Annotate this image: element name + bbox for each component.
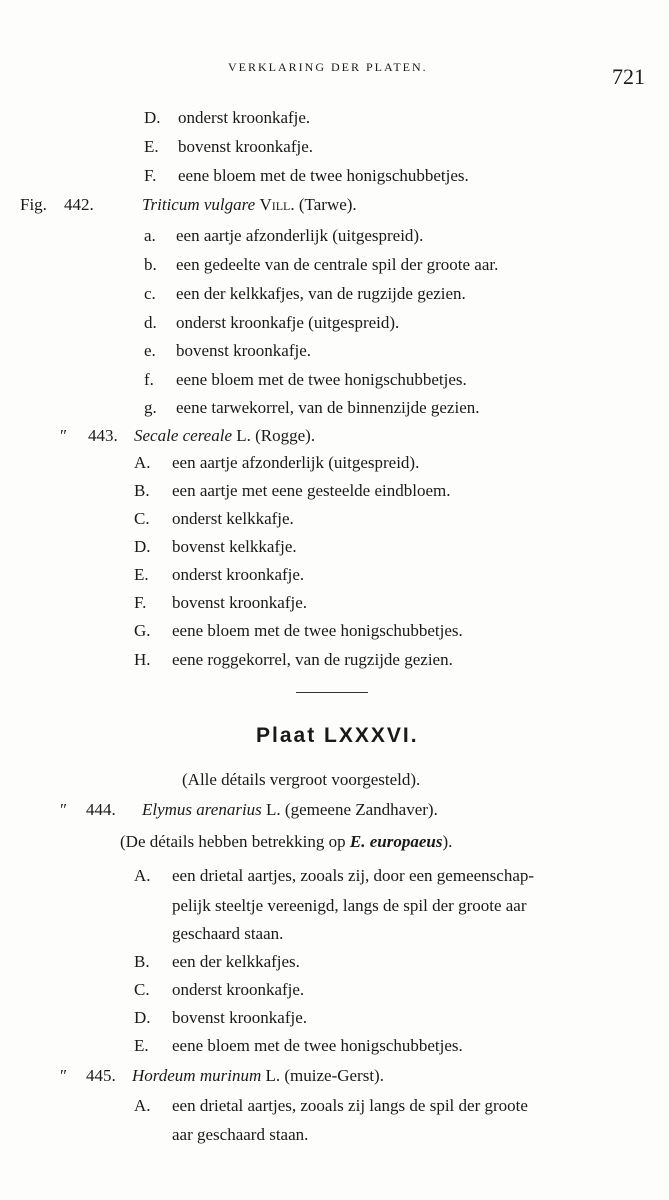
- item-label: B.: [134, 952, 150, 971]
- plate-subtitle: (Alle détails vergroot voorgesteld).: [182, 770, 421, 789]
- common-name: (muize-Gerst).: [284, 1066, 384, 1085]
- item-label: e.: [144, 341, 156, 360]
- list-item: [134, 509, 294, 529]
- item-label: d.: [144, 313, 157, 332]
- list-item: [134, 980, 304, 1000]
- item-label: C.: [134, 980, 150, 999]
- fig-number: 443.: [88, 426, 118, 445]
- common-name: (gemeene Zandhaver).: [284, 800, 438, 819]
- item-text: bovenst kroonkafje.: [178, 137, 314, 156]
- item-text: eene roggekorrel, van de rugzijde gezien.: [172, 650, 453, 669]
- item-text: een gedeelte van de centrale spil der groote aar.: [176, 255, 499, 274]
- list-item: [134, 481, 450, 501]
- list-item: [144, 255, 498, 275]
- note-suffix: ).: [442, 832, 453, 851]
- list-item: [134, 1036, 463, 1056]
- list-item: [134, 453, 419, 473]
- item-text: onderst kroonkafje.: [172, 565, 305, 584]
- item-label: A.: [134, 866, 151, 885]
- item-label: E.: [134, 565, 149, 584]
- item-text: bovenst kroonkafje.: [176, 341, 312, 360]
- fig-number: 442.: [64, 195, 94, 214]
- list-item: [134, 866, 534, 886]
- list-item: [134, 650, 453, 670]
- species-name: Hordeum murinum: [132, 1066, 262, 1085]
- item-label: b.: [144, 255, 157, 274]
- item-label: E.: [134, 1036, 149, 1055]
- list-item: [144, 370, 467, 390]
- list-item: [144, 398, 480, 418]
- species-name: Triticum vulgare: [142, 195, 256, 214]
- list-item: [144, 108, 310, 128]
- fig-number: 444.: [86, 800, 116, 819]
- item-label: B.: [134, 481, 150, 500]
- item-text: bovenst kroonkafje.: [172, 593, 308, 612]
- section-divider: [296, 692, 368, 693]
- item-text: een aartje afzonderlijk (uitgespreid).: [172, 453, 420, 472]
- item-label: A.: [134, 1096, 151, 1115]
- list-item: [134, 593, 307, 613]
- item-label: H.: [134, 650, 151, 669]
- item-text: een aartje afzonderlijk (uitgespreid).: [176, 226, 424, 245]
- plate-title: Plaat LXXXVI.: [256, 724, 419, 747]
- item-text: een drietal aartjes, zooals zij langs de spil der groote: [172, 1096, 528, 1115]
- item-label: C.: [134, 509, 150, 528]
- item-text: een der kelkkafjes.: [172, 952, 300, 971]
- item-label: G.: [134, 621, 151, 640]
- list-item: [144, 166, 469, 186]
- figure-heading-443: [60, 426, 315, 446]
- list-item: [144, 137, 313, 157]
- common-name: (Rogge).: [255, 426, 316, 445]
- species-name: Secale cereale: [134, 426, 232, 445]
- item-label: F.: [134, 593, 147, 612]
- item-text: onderst kroonkafje.: [172, 980, 305, 999]
- item-label: D.: [144, 108, 161, 127]
- species-name: Elymus arenarius: [142, 800, 262, 819]
- detail-note: [120, 832, 452, 852]
- item-label: D.: [134, 1008, 151, 1027]
- figure-heading-445: [60, 1066, 384, 1086]
- item-text: onderst kroonkafje.: [178, 108, 311, 127]
- item-continuation: geschaard staan.: [172, 924, 284, 943]
- list-item: [144, 341, 311, 361]
- list-item: [134, 952, 300, 972]
- item-label: F.: [144, 166, 157, 185]
- species-author: L.: [236, 426, 251, 445]
- list-item: [144, 284, 466, 304]
- item-text: een drietal aartjes, zooals zij, door een gemeenschap-: [172, 866, 535, 885]
- item-text: onderst kroonkafje (uitgespreid).: [176, 313, 400, 332]
- figure-heading-444: [60, 800, 438, 820]
- list-item: [134, 621, 463, 641]
- common-name: (Tarwe).: [298, 195, 357, 214]
- item-label: E.: [144, 137, 159, 156]
- page-number: 721: [612, 64, 645, 89]
- note-prefix: (De détails hebben betrekking op: [120, 832, 346, 851]
- species-author: Vill.: [259, 195, 295, 214]
- item-text: een aartje met eene gesteelde eindbloem.: [172, 481, 451, 500]
- item-text: eene bloem met de twee honigschubbetjes.: [178, 166, 469, 185]
- fig-prefix: Fig.: [20, 195, 47, 214]
- item-label: c.: [144, 284, 156, 303]
- figure-heading-442: [20, 195, 357, 215]
- list-item: [134, 537, 297, 557]
- item-continuation: aar geschaard staan.: [172, 1125, 309, 1144]
- list-item: [134, 1008, 307, 1028]
- species-author: L.: [265, 1066, 281, 1085]
- ditto-mark: ″: [60, 800, 68, 819]
- item-label: D.: [134, 537, 151, 556]
- item-text: eene bloem met de twee honigschubbetjes.: [176, 370, 467, 389]
- item-label: f.: [144, 370, 154, 389]
- item-label: g.: [144, 398, 157, 417]
- running-head: VERKLARING DER PLATEN.: [228, 60, 428, 74]
- item-text: eene bloem met de twee honigschubbetjes.: [172, 1036, 463, 1055]
- item-text: een der kelkkafjes, van de rugzijde gezien.: [176, 284, 466, 303]
- species-author: L.: [266, 800, 281, 819]
- item-continuation: pelijk steeltje vereenigd, langs de spil der groote aar: [172, 896, 527, 915]
- item-label: a.: [144, 226, 156, 245]
- note-species: E. europaeus: [349, 832, 443, 851]
- item-label: A.: [134, 453, 151, 472]
- fig-number: 445.: [86, 1066, 116, 1085]
- item-text: bovenst kroonkafje.: [172, 1008, 308, 1027]
- item-text: bovenst kelkkafje.: [172, 537, 297, 556]
- ditto-mark: ″: [60, 426, 68, 445]
- list-item: [144, 313, 399, 333]
- list-item: [144, 226, 423, 246]
- item-text: eene tarwekorrel, van de binnenzijde gezien.: [176, 398, 480, 417]
- item-text: eene bloem met de twee honigschubbetjes.: [172, 621, 463, 640]
- ditto-mark: ″: [60, 1066, 68, 1085]
- item-text: onderst kelkkafje.: [172, 509, 294, 528]
- list-item: [134, 1096, 528, 1116]
- list-item: [134, 565, 304, 585]
